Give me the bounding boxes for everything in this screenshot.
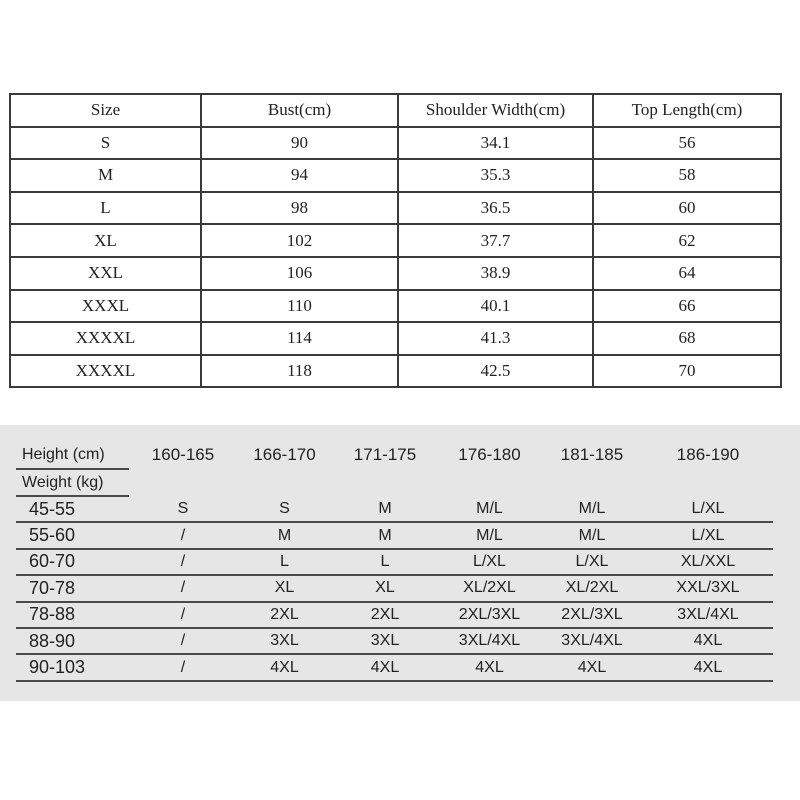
size-cell: 4XL: [541, 654, 643, 680]
size-chart-header-row: [10, 94, 781, 127]
size-cell: L/XL: [541, 549, 643, 575]
size-cell: M: [237, 522, 332, 548]
header-size: Size: [10, 94, 201, 127]
size-cell: M: [332, 522, 438, 548]
size-cell: XL/XXL: [643, 549, 773, 575]
size-cell: 4XL: [438, 654, 541, 680]
weight-range: 88-90: [16, 628, 129, 654]
table-row: [16, 628, 773, 654]
size-cell: 2XL: [237, 602, 332, 628]
cell-size: XXXXL: [10, 355, 201, 388]
cell-length: 68: [593, 322, 781, 355]
table-row: [10, 322, 781, 355]
cell-bust: 102: [201, 224, 398, 257]
size-cell: M/L: [438, 496, 541, 522]
size-cell: 4XL: [643, 654, 773, 680]
height-range: 181-185: [560, 445, 624, 464]
table-row: [16, 496, 773, 522]
cell-shoulder: 34.1: [398, 127, 593, 160]
height-range: 171-175: [353, 445, 417, 464]
table-row: [16, 522, 773, 548]
size-cell: 3XL: [332, 628, 438, 654]
size-cell: /: [129, 575, 237, 601]
size-cell: /: [129, 602, 237, 628]
cell-length: 56: [593, 127, 781, 160]
cell-length: 62: [593, 224, 781, 257]
size-cell: L/XL: [643, 496, 773, 522]
table-row: [10, 224, 781, 257]
size-cell: 4XL: [332, 654, 438, 680]
cell-length: 60: [593, 192, 781, 225]
table-row: [16, 549, 773, 575]
size-cell: M/L: [438, 522, 541, 548]
weight-range: 70-78: [16, 575, 129, 601]
header-shoulder-width: Shoulder Width(cm): [398, 94, 593, 127]
height-weight-table: [16, 441, 773, 682]
cell-bust: 98: [201, 192, 398, 225]
cell-bust: 110: [201, 290, 398, 323]
cell-bust: 106: [201, 257, 398, 290]
cell-size: XL: [10, 224, 201, 257]
size-cell: M/L: [541, 496, 643, 522]
cell-bust: 90: [201, 127, 398, 160]
size-cell: XL: [332, 575, 438, 601]
weight-range: 90-103: [16, 654, 129, 680]
cell-shoulder: 42.5: [398, 355, 593, 388]
size-cell: S: [237, 496, 332, 522]
cell-bust: 114: [201, 322, 398, 355]
cell-length: 66: [593, 290, 781, 323]
size-cell: 3XL/4XL: [438, 628, 541, 654]
size-cell: S: [129, 496, 237, 522]
cell-size: XXXL: [10, 290, 201, 323]
size-cell: 3XL: [237, 628, 332, 654]
size-cell: /: [129, 522, 237, 548]
table-row: [10, 355, 781, 388]
table-row: [10, 290, 781, 323]
size-cell: /: [129, 628, 237, 654]
size-cell: L/XL: [438, 549, 541, 575]
cell-shoulder: 40.1: [398, 290, 593, 323]
size-cell: L/XL: [643, 522, 773, 548]
table-row: [10, 192, 781, 225]
cell-size: XXXXL: [10, 322, 201, 355]
size-cell: M/L: [541, 522, 643, 548]
height-header-row: [16, 441, 773, 469]
cell-length: 58: [593, 159, 781, 192]
header-top-length: Top Length(cm): [593, 94, 781, 127]
size-cell: XXL/3XL: [643, 575, 773, 601]
size-cell: 2XL: [332, 602, 438, 628]
height-range: 160-165: [151, 445, 215, 464]
size-cell: /: [129, 654, 237, 680]
size-chart-table: [9, 93, 782, 388]
height-range: 186-190: [676, 445, 740, 464]
table-row: [10, 159, 781, 192]
table-row: [10, 127, 781, 160]
size-cell: 3XL/4XL: [541, 628, 643, 654]
size-cell: 2XL/3XL: [438, 602, 541, 628]
cell-bust: 94: [201, 159, 398, 192]
cell-bust: 118: [201, 355, 398, 388]
height-range: 166-170: [253, 445, 316, 464]
cell-size: XXL: [10, 257, 201, 290]
weight-range: 78-88: [16, 602, 129, 628]
size-cell: XL: [237, 575, 332, 601]
cell-size: L: [10, 192, 201, 225]
cell-length: 70: [593, 355, 781, 388]
table-row: [16, 575, 773, 601]
size-cell: /: [129, 549, 237, 575]
height-weight-panel: [0, 425, 800, 701]
size-cell: 2XL/3XL: [541, 602, 643, 628]
weight-range: 45-55: [16, 496, 129, 522]
height-label: Height (cm): [16, 441, 129, 469]
weight-range: 55-60: [16, 522, 129, 548]
weight-label: Weight (kg): [16, 469, 129, 496]
weight-header-row: [16, 469, 773, 496]
size-cell: 4XL: [237, 654, 332, 680]
cell-shoulder: 38.9: [398, 257, 593, 290]
cell-shoulder: 41.3: [398, 322, 593, 355]
size-cell: XL/2XL: [438, 575, 541, 601]
size-cell: L: [237, 549, 332, 575]
size-cell: XL/2XL: [541, 575, 643, 601]
cell-shoulder: 35.3: [398, 159, 593, 192]
cell-size: S: [10, 127, 201, 160]
size-cell: L: [332, 549, 438, 575]
height-range: 176-180: [458, 445, 521, 464]
table-row: [16, 602, 773, 628]
size-cell: 4XL: [643, 628, 773, 654]
table-row: [10, 257, 781, 290]
cell-length: 64: [593, 257, 781, 290]
cell-shoulder: 36.5: [398, 192, 593, 225]
size-cell: 3XL/4XL: [643, 602, 773, 628]
cell-shoulder: 37.7: [398, 224, 593, 257]
table-row: [16, 654, 773, 680]
header-bust: Bust(cm): [201, 94, 398, 127]
weight-range: 60-70: [16, 549, 129, 575]
cell-size: M: [10, 159, 201, 192]
size-cell: M: [332, 496, 438, 522]
